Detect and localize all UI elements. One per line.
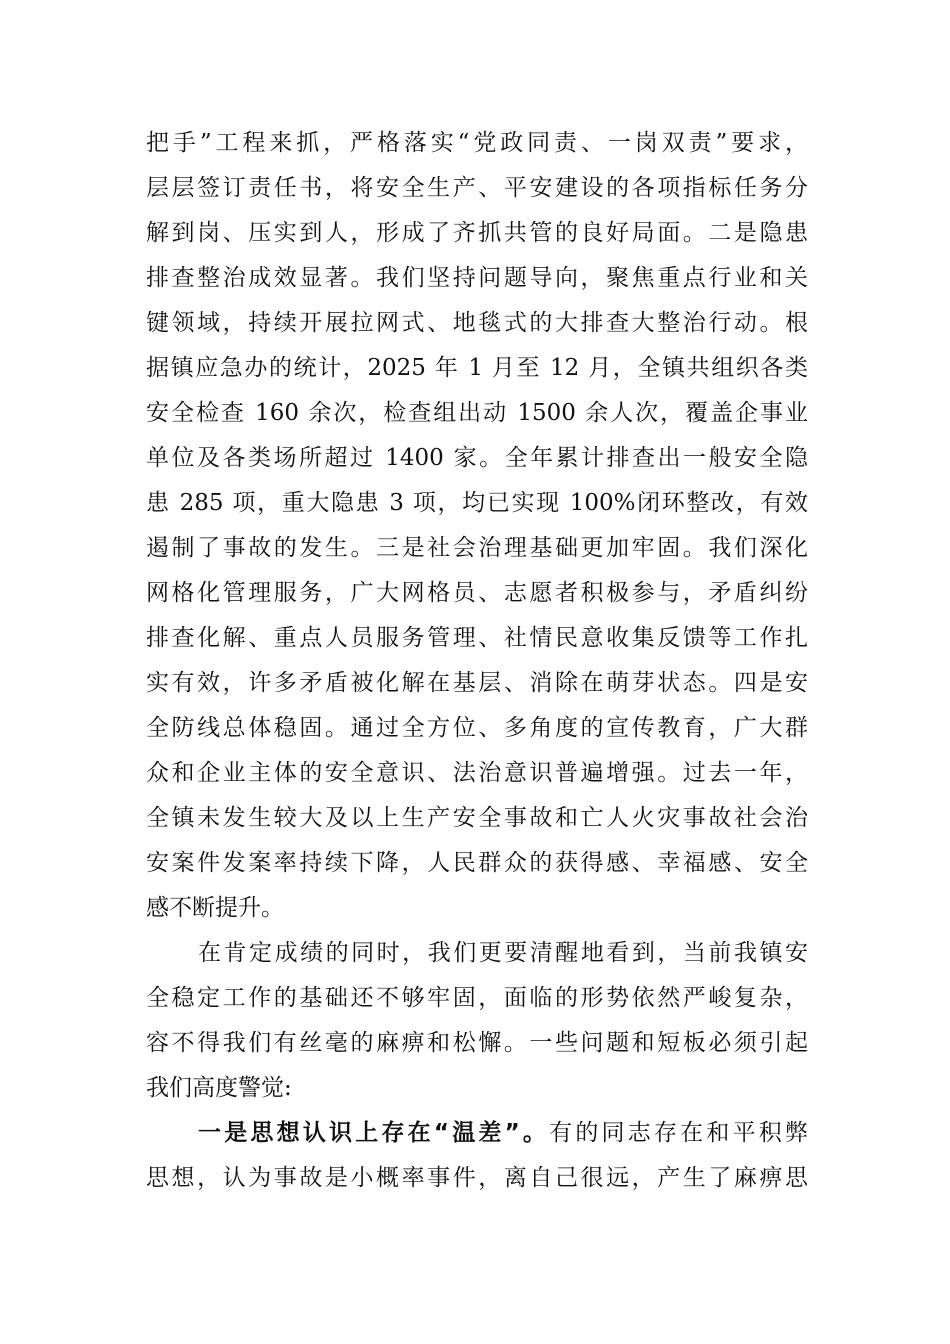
paragraph-problems-intro — [146, 931, 808, 1111]
paragraph-achievements — [146, 121, 808, 931]
text-line: 解到岗、压实到人，形成了齐抓共管的良好局面。二是隐患 — [146, 220, 808, 246]
text-line: 众和企业主体的安全意识、法治意识普遍增强。过去一年， — [146, 760, 808, 786]
text-line: 键领域，持续开展拉网式、地毯式的大排查大整治行动。根 — [146, 310, 808, 336]
text-line: 患 285 项，重大隐患 3 项，均已实现 100%闭环整改，有效 — [146, 490, 808, 516]
text-line: 层层签订责任书，将安全生产、平安建设的各项指标任务分 — [146, 175, 808, 201]
text-line: 网格化管理服务，广大网格员、志愿者积极参与，矛盾纠纷 — [146, 580, 808, 606]
text-line: 在肯定成绩的同时，我们更要清醒地看到，当前我镇安 — [198, 940, 808, 966]
text-line: 把手”工程来抓，严格落实“党政同责、一岗双责”要求， — [146, 130, 808, 156]
text-line: 思想，认为事故是小概率事件，离自己很远，产生了麻痹思 — [146, 1165, 808, 1191]
text-line: 我们高度警觉: — [146, 1075, 292, 1101]
text-line: 容不得我们有丝毫的麻痹和松懈。一些问题和短板必须引起 — [146, 1030, 808, 1056]
text-line: 排查整治成效显著。我们坚持问题导向，聚焦重点行业和关 — [146, 265, 808, 291]
problem-one-text: 有的同志存在和平积弊 — [549, 1120, 809, 1146]
text-line: 安全检查 160 余次，检查组出动 1500 余人次，覆盖企事业 — [146, 400, 808, 426]
text-line: 遏制了事故的发生。三是社会治理基础更加牢固。我们深化 — [146, 535, 808, 561]
text-line: 据镇应急办的统计，2025 年 1 月至 12 月，全镇共组织各类 — [146, 355, 808, 381]
text-line: 排查化解、重点人员服务管理、社情民意收集反馈等工作扎 — [146, 625, 808, 651]
document-body — [146, 121, 808, 1201]
text-line: 全稳定工作的基础还不够牢固，面临的形势依然严峻复杂， — [146, 985, 808, 1011]
text-line — [146, 1111, 808, 1156]
text-line: 全镇未发生较大及以上生产安全事故和亡人火灾事故社会治 — [146, 805, 808, 831]
text-line: 单位及各类场所超过 1400 家。全年累计排查出一般安全隐 — [146, 445, 808, 471]
problem-one-heading: 一是思想认识上存在“温差”。 — [198, 1120, 550, 1146]
text-line: 安案件发案率持续下降，人民群众的获得感、幸福感、安全 — [146, 850, 808, 876]
text-line: 全防线总体稳固。通过全方位、多角度的宣传教育，广大群 — [146, 715, 808, 741]
paragraph-problem-one — [146, 1111, 808, 1201]
text-line: 感不断提升。 — [146, 895, 284, 921]
text-line: 实有效，许多矛盾被化解在基层、消除在萌芽状态。四是安 — [146, 670, 808, 696]
